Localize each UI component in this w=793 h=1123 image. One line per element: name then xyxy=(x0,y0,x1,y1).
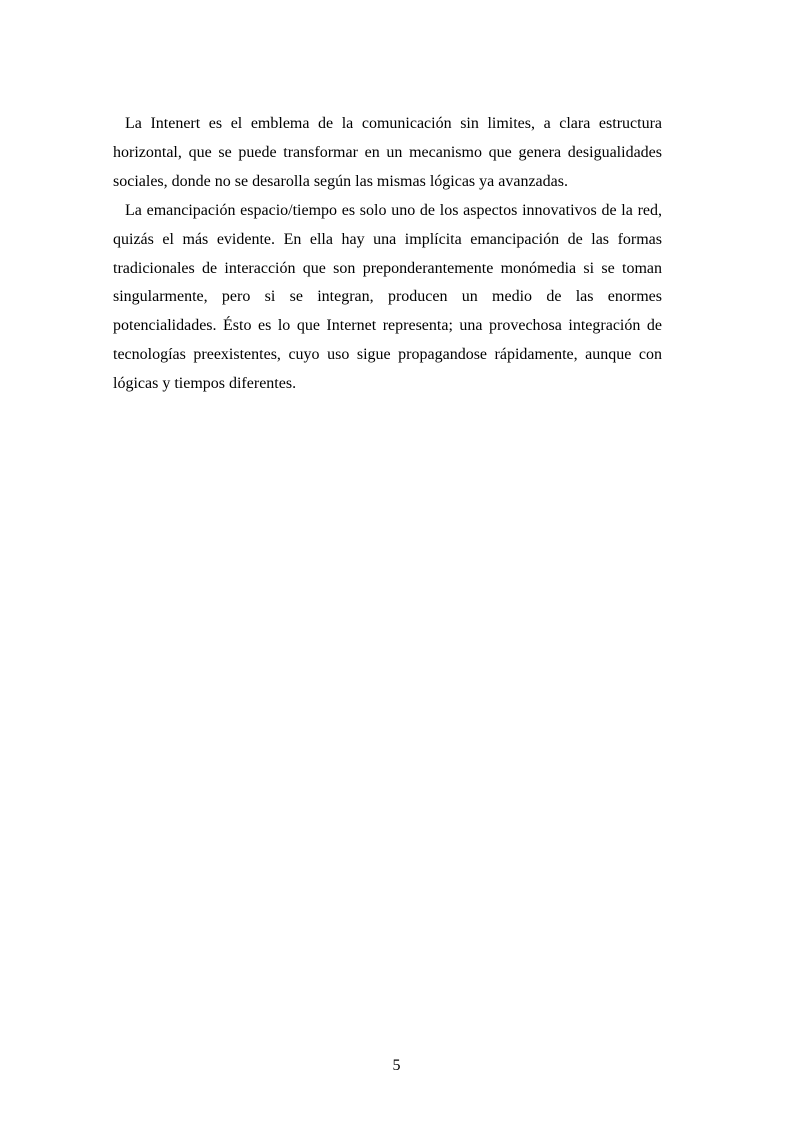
body-text xyxy=(113,110,662,399)
page-number: 5 xyxy=(392,1057,401,1074)
paragraph-internet-emblem: La Intenert es el emblema de la comunicación sin limites, a clara estructura horizontal, que se puede transformar en un mecanismo que genera desigualidades sociales, donde no se desarolla según las mismas lógicas ya avanzadas. xyxy=(113,115,662,190)
paragraph-space-time-emancipation: La emancipación espacio/tiempo es solo uno de los aspectos innovativos de la red, quizás el más evidente. En ella hay una implícita emancipación de las formas tradicionales de interacción que son preponderantemente monómedia si se toman singularmente, pero si se integran, producen un medio de las enormes potencialidades. Ésto es lo que Internet representa; una provechosa integración de tecnologías preexistentes, cuyo uso sigue propagandose rápidamente, aunque con lógicas y tiempos diferentes. xyxy=(113,201,662,393)
